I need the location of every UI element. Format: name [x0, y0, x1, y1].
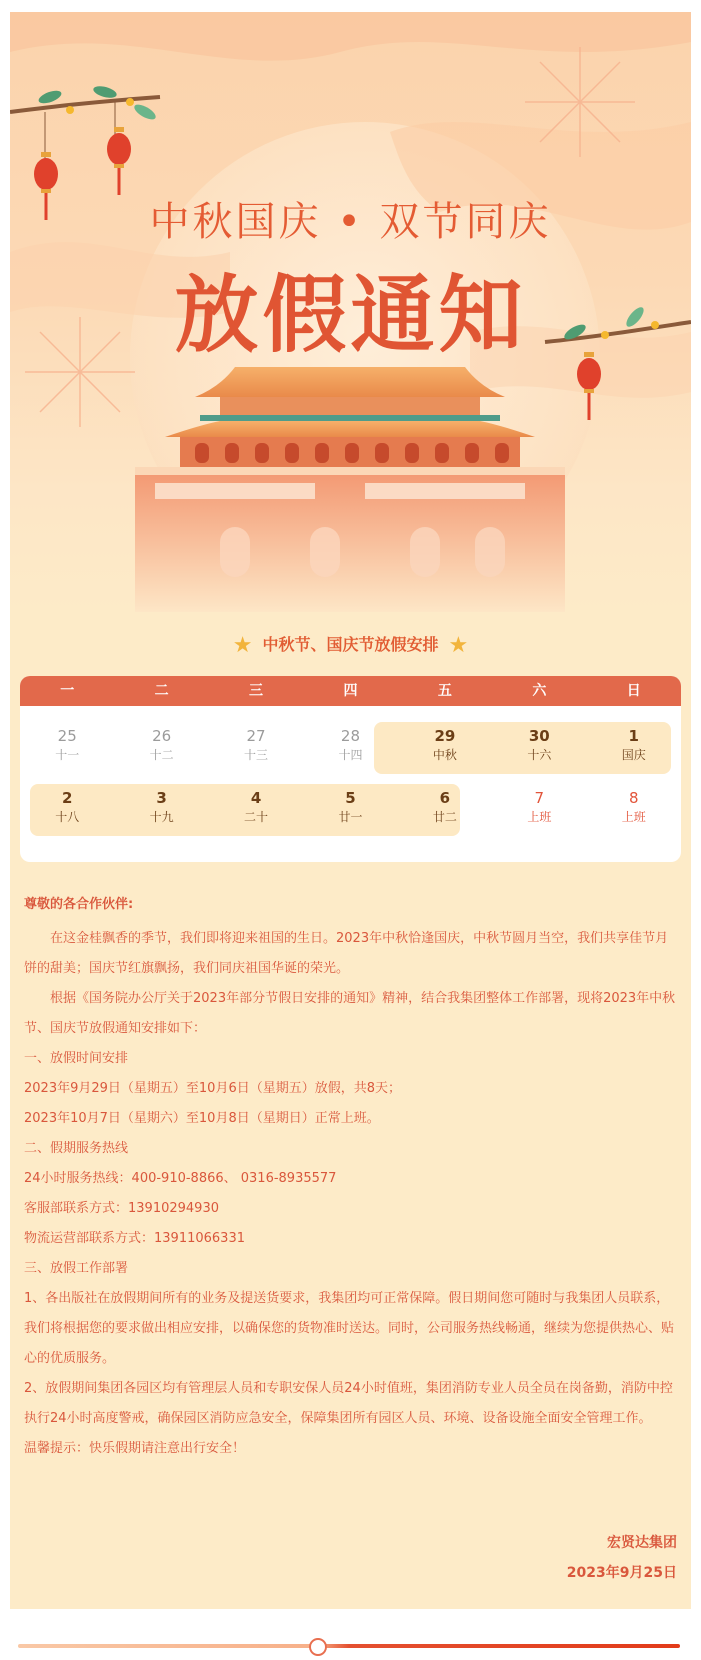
star-icon: ★ [448, 633, 469, 658]
hotline-line: 24小时服务热线：400-910-8866、 0316-8935577 [24, 1171, 337, 1186]
weekday-label: 四 [343, 683, 358, 699]
weekday-label: 日 [626, 683, 641, 699]
calendar-day-holiday: 1 国庆 [621, 727, 646, 762]
calendar-week-row [20, 720, 681, 776]
hero-subtitle: 中秋国庆 • 双节同庆 [149, 199, 552, 245]
calendar-day: 26 十二 [149, 727, 174, 762]
calendar-day-holiday: 29 中秋 [432, 727, 457, 762]
weekday-label: 六 [532, 683, 547, 699]
paragraph: 在这金桂飘香的季节，我们即将迎来祖国的生日。2023年中秋恰逢国庆，中秋节圆月当空，我们共享佳节月饼的甜美；国庆节红旗飘扬，我们同庆祖国华诞的荣光。 [24, 931, 669, 976]
tiananmen-gate-icon [125, 367, 575, 612]
calendar-day-workday: 7 上班 [527, 789, 552, 824]
signature-date: 2023年9月25日 [566, 1565, 677, 1581]
weekday-label: 二 [154, 683, 169, 699]
lantern-icon [105, 127, 133, 197]
calendar-day-holiday: 30 十六 [527, 727, 552, 762]
calendar-day-holiday: 4 二十 [244, 789, 269, 824]
calendar-weekday-header [20, 676, 681, 706]
firework-icon [520, 42, 640, 162]
calendar-day: 28 十四 [338, 727, 363, 762]
contact-line: 客服部联系方式：13910294930 [24, 1201, 219, 1216]
calendar-day: 25 十一 [55, 727, 80, 762]
scroll-progress-track[interactable] [18, 1644, 680, 1648]
section-title: 二、假期服务热线 [24, 1141, 129, 1156]
section-title: 一、放假时间安排 [24, 1051, 129, 1066]
notice-body [24, 890, 679, 1464]
hero-title: 放假通知 [174, 266, 527, 364]
section-title: 三、放假工作部署 [24, 1261, 129, 1276]
weekday-label: 三 [249, 683, 264, 699]
paragraph: 1、各出版社在放假期间所有的业务及提送货要求，我集团均可正常保障。假日期间您可随时与我集团人员联系，我们将根据您的要求做出相应安排，以确保您的货物准时送达。同时，公司服务热线畅通，继续为您提供热心、贴心的优质服务。 [24, 1291, 675, 1366]
text-line: 2023年9月29日（星期五）至10月6日（星期五）放假，共8天； [24, 1081, 401, 1096]
holiday-calendar [20, 676, 681, 862]
hero-banner [10, 12, 691, 612]
safety-tip: 温馨提示：快乐假期请注意出行安全！ [24, 1441, 246, 1456]
calendar-day-workday: 8 上班 [621, 789, 646, 824]
calendar-day: 27 十三 [244, 727, 269, 762]
contact-line: 物流运营部联系方式：13911066331 [24, 1231, 245, 1246]
section-heading-text: 中秋节、国庆节放假安排 [262, 635, 439, 654]
star-icon: ★ [232, 633, 253, 658]
notice-card [10, 12, 691, 1609]
calendar-day-holiday: 6 廿二 [432, 789, 457, 824]
weekday-label: 一 [60, 683, 75, 699]
signature-org: 宏贤达集团 [607, 1535, 677, 1551]
calendar-week-row [20, 782, 681, 838]
scroll-progress-handle[interactable] [309, 1638, 327, 1656]
section-heading [10, 632, 691, 658]
weekday-label: 五 [437, 683, 452, 699]
text-line: 2023年10月7日（星期六）至10月8日（星期日）正常上班。 [24, 1111, 380, 1126]
calendar-day-holiday: 3 十九 [149, 789, 174, 824]
paragraph: 2、放假期间集团各园区均有管理层人员和专职安保人员24小时值班，集团消防专业人员全员在岗备勤，消防中控执行24小时高度警戒，确保园区消防应急安全，保障集团所有园区人员、环境、设备设施全面安全管理工作。 [24, 1381, 673, 1426]
greeting: 尊敬的各合作伙伴: [24, 897, 134, 912]
calendar-day-holiday: 5 廿一 [338, 789, 363, 824]
calendar-day-holiday: 2 十八 [55, 789, 80, 824]
paragraph: 根据《国务院办公厅关于2023年部分节假日安排的通知》精神，结合我集团整体工作部署，现将2023年中秋节、国庆节放假通知安排如下： [24, 991, 676, 1036]
